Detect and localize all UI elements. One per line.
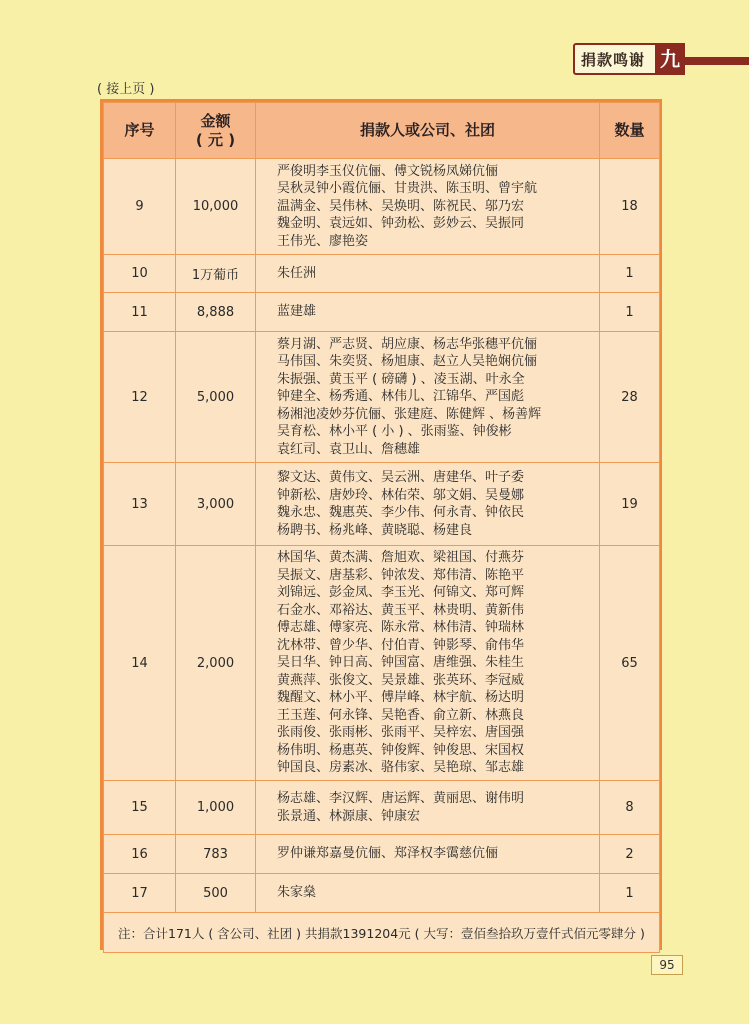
table-row — [104, 255, 660, 293]
donor-line: 魏醒文、林小平、傅岸峰、林宇航、杨达明 — [277, 690, 525, 706]
donor-line: 杨湘池凌妙芬伉俪、张建庭、陈健辉 、杨善辉 — [277, 406, 542, 422]
table-row — [104, 332, 660, 463]
row-donors — [256, 332, 600, 463]
row-seq: 10 — [104, 255, 176, 293]
donor-line: 钟建全、杨秀通、林伟儿、江锦华、严国彪 — [277, 389, 525, 405]
section-tab — [573, 43, 749, 77]
row-amount: 10,000 — [176, 159, 256, 255]
row-count: 8 — [600, 781, 660, 835]
donor-line: 朱任洲 — [277, 265, 317, 281]
table-row — [104, 835, 660, 874]
table-row — [104, 781, 660, 835]
donor-line: 钟国良、房素冰、骆伟家、吴艳琼、邹志雄 — [277, 760, 525, 776]
header-amount — [176, 103, 256, 159]
section-title: 捐款鸣谢 — [581, 51, 646, 69]
donor-line: 朱振强、黄玉平 ( 磅礴 ) 、凌玉湖、叶永全 — [277, 371, 525, 387]
donor-line: 吴振文、唐基彩、钟浓发、郑伟清、陈艳平 — [277, 567, 525, 583]
header-amount-line2: ( 元 ) — [195, 130, 236, 149]
continued-note: ( 接上页 ) — [97, 82, 155, 97]
donor-line: 钟新松、唐妙玲、林佑荣、邬文娟、吴曼娜 — [277, 487, 525, 503]
page-number: 95 — [651, 955, 683, 975]
row-donors — [256, 835, 600, 874]
donor-line: 魏金明、袁远如、钟劲松、彭妙云、吴振同 — [277, 216, 525, 232]
row-count: 65 — [600, 546, 660, 781]
row-seq: 12 — [104, 332, 176, 463]
row-count: 2 — [600, 835, 660, 874]
table-header-row — [104, 103, 660, 159]
row-donors — [256, 874, 600, 913]
donor-line: 蓝建雄 — [277, 304, 317, 320]
donor-line: 罗仲谦郑嘉曼伉俪、郑泽权李霭慈伉俪 — [277, 846, 499, 862]
table-row — [104, 159, 660, 255]
row-donors — [256, 255, 600, 293]
donor-line: 杨聘书、杨兆峰、黄晓聪、杨建良 — [277, 522, 473, 538]
donor-line: 马伟国、朱奕贤、杨旭康、赵立人吴艳娴伉俪 — [277, 354, 538, 370]
row-donors — [256, 159, 600, 255]
row-amount: 3,000 — [176, 463, 256, 546]
row-amount: 5,000 — [176, 332, 256, 463]
donor-line: 王玉莲、何永锋、吴艳香、俞立新、林燕良 — [277, 707, 525, 723]
section-number: 九 — [655, 43, 685, 75]
row-amount: 8,888 — [176, 293, 256, 332]
table-row — [104, 463, 660, 546]
row-count: 1 — [600, 255, 660, 293]
row-donors — [256, 293, 600, 332]
header-seq: 序号 — [104, 103, 176, 159]
row-amount: 1,000 — [176, 781, 256, 835]
donor-line: 黎文达、黄伟文、吴云洲、唐建华、叶子委 — [277, 470, 525, 485]
row-seq: 15 — [104, 781, 176, 835]
donor-line: 刘锦远、彭金凤、李玉光、何锦文、郑可辉 — [277, 585, 525, 601]
row-seq: 17 — [104, 874, 176, 913]
total-note: 注：合计171人 ( 含公司、社团 ) 共捐款1391204元 ( 大写：壹佰叁拾玖万壹仟式佰元零肆分 ) — [104, 913, 660, 953]
donor-line: 王伟光、廖艳姿 — [277, 233, 369, 249]
donor-line: 杨志雄、李汉辉、唐运辉、黄丽思、谢伟明 — [277, 791, 525, 806]
donor-line: 黄燕萍、张俊文、吴景雄、张英环、李冠威 — [277, 672, 525, 688]
donor-line: 蔡月湖、严志贤、胡应康、杨志华张穗平伉俪 — [277, 336, 538, 352]
section-tab-bar — [685, 57, 749, 65]
donor-line: 张景通、林源康、钟康宏 — [277, 808, 421, 824]
donor-line: 傅志雄、傅家亮、陈永常、林伟清、钟瑞林 — [277, 620, 525, 636]
row-count: 28 — [600, 332, 660, 463]
row-count: 18 — [600, 159, 660, 255]
row-donors — [256, 546, 600, 781]
donor-line: 温满金、吴伟林、吴焕明、陈祝民、邬乃宏 — [277, 198, 525, 214]
row-count: 19 — [600, 463, 660, 546]
row-seq: 13 — [104, 463, 176, 546]
row-amount: 783 — [176, 835, 256, 874]
donor-line: 魏永忠、魏惠英、李少伟、何永青、钟依民 — [277, 505, 525, 520]
header-amount-line1: 金额 — [200, 111, 231, 130]
donor-line: 张雨俊、张雨彬、张雨平、吴梓宏、唐国强 — [277, 725, 525, 741]
row-count: 1 — [600, 293, 660, 332]
table-body — [104, 159, 660, 913]
donor-line: 林国华、黄杰满、詹旭欢、梁祖国、付燕芬 — [277, 550, 525, 566]
row-seq: 9 — [104, 159, 176, 255]
donor-line: 吴育松、林小平 ( 小 ) 、张雨鉴、钟俊彬 — [277, 424, 512, 440]
donor-line: 杨伟明、杨惠英、钟俊辉、钟俊思、宋国权 — [277, 742, 525, 758]
donor-line: 严俊明李玉仪伉俪、傅文锐杨凤娣伉俪 — [277, 163, 499, 179]
row-seq: 14 — [104, 546, 176, 781]
row-donors — [256, 463, 600, 546]
row-amount: 500 — [176, 874, 256, 913]
donor-line: 吴秋灵钟小霞伉俪、甘贵洪、陈玉明、曾宇航 — [277, 181, 538, 197]
table-row — [104, 293, 660, 332]
donor-line: 吴日华、钟日高、钟国富、唐维强、朱桂生 — [277, 655, 525, 671]
table-row — [104, 546, 660, 781]
table-row — [104, 874, 660, 913]
note-row — [104, 913, 660, 953]
donation-table — [103, 102, 660, 953]
donor-line: 朱家燊 — [277, 885, 317, 901]
row-seq: 11 — [104, 293, 176, 332]
donor-line: 袁红司、袁卫山、詹穗雄 — [277, 441, 421, 457]
donor-line: 石金水、邓裕达、黄玉平、林贵明、黄新伟 — [277, 602, 525, 618]
row-count: 1 — [600, 874, 660, 913]
header-donors: 捐款人或公司、社团 — [256, 103, 600, 159]
header-count: 数量 — [600, 103, 660, 159]
row-amount: 1万葡币 — [176, 255, 256, 293]
donation-table-frame — [100, 99, 662, 950]
row-amount: 2,000 — [176, 546, 256, 781]
donor-line: 沈林带、曾少华、付伯青、钟影琴、俞伟华 — [277, 637, 525, 653]
row-seq: 16 — [104, 835, 176, 874]
row-donors — [256, 781, 600, 835]
